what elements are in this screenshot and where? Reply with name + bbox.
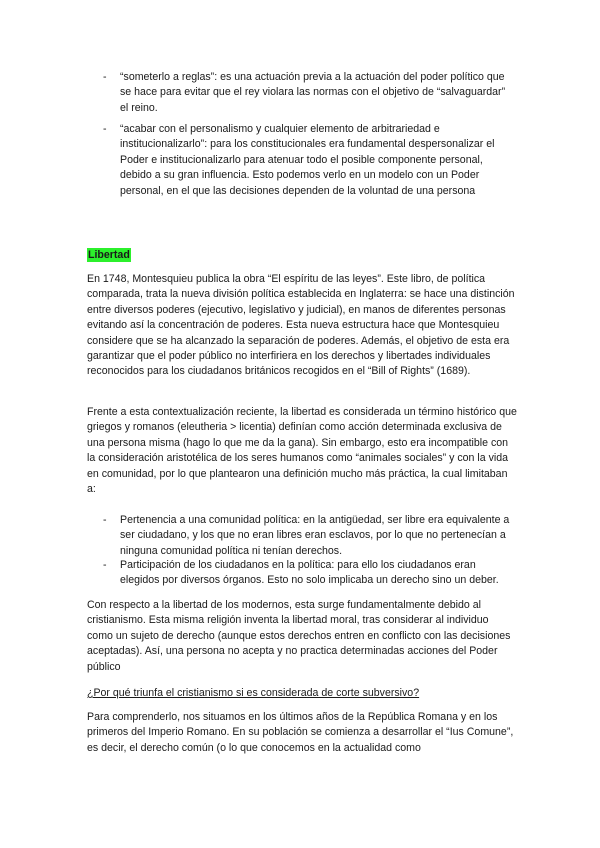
section-heading: Libertad — [88, 249, 130, 261]
bullet-marker: - — [103, 71, 107, 83]
paragraph: En 1748, Montesquieu publica la obra “El espíritu de las leyes”. Este libro, de política comparada, trata la nueva división política establecida en Inglaterra: se hace una distinción entre diversos poderes (ejecutivo, legislativo y judicial), en manos de diferentes personas evitando así la concentración de poderes. Esta nueva estructura hace que Montesquieu considere que se ha alcanzado la separación de poderes. Además, el objetivo de esta era garantizar que el poder público no interfiriera en los derechos y libertades individuales reconocidos para los ciudadanos británicos recogidos en el “Bill of Rights” (1689). — [87, 273, 515, 378]
bullet-marker: - — [103, 514, 107, 526]
paragraph: Para comprenderlo, nos situamos en los últimos años de la República Romana y en los primeros del Imperio Romano. En su población se comienza a desarrollar el “Ius Comune”, es decir, el derecho común (o lo que conocemos en la actualidad como — [87, 711, 514, 754]
bullet-text: “someterlo a reglas”: es una actuación previa a la actuación del poder político que se hace para evitar que el rey violara las normas con el objetivo de “salvaguardar” el reino. — [120, 71, 506, 114]
paragraph: Frente a esta contextualización reciente, la libertad es considerada un término histórico que griegos y romanos (eleutheria > licentia) definían como acción determinada exclusiva de una persona misma (hago lo que me da la gana). Sin embargo, esto era incompatible con la consideración aristotélica de los seres humanos como “animales sociales” y con la vida en comunidad, por lo que plantearon una definición mucho más práctica, la cual limitaban a: — [87, 406, 517, 496]
question-heading: ¿Por qué triunfa el cristianismo si es considerada de corte subversivo? — [87, 687, 420, 699]
bullet-text: Pertenencia a una comunidad política: en la antigüedad, ser libre era equivalente a ser ciudadano, y los que no eran libres eran esclavos, por lo que no pertenecían a ninguna comunidad política ni tenían derechos. — [120, 514, 510, 557]
bullet-text: “acabar con el personalismo y cualquier elemento de arbitrariedad e institucionalizarlo”: para los constitucionales era fundamental despersonalizar el Poder e institucionalizarlo para atenuar todo el posible componente personal, debido a su gran influencia. Esto podemos verlo en un modelo con un Poder personal, en el que las decisiones dependen de la voluntad de una persona — [120, 123, 495, 197]
bullet-marker: - — [103, 123, 107, 135]
bullet-marker: - — [103, 559, 107, 571]
paragraph: Con respecto a la libertad de los modernos, esta surge fundamentalmente debido al cristianismo. Esta misma religión inventa la libertad moral, tras considerar al individuo como un sujeto de derecho (aunque estos derechos entren en conflicto con las decisiones aceptadas). Así, una persona no acepta y no practica determinadas acciones del Poder público — [87, 599, 511, 673]
bullet-text: Participación de los ciudadanos en la política: para ello los ciudadanos eran elegidos por diversos órganos. Esto no solo implicaba un derecho sino un deber. — [120, 559, 499, 587]
